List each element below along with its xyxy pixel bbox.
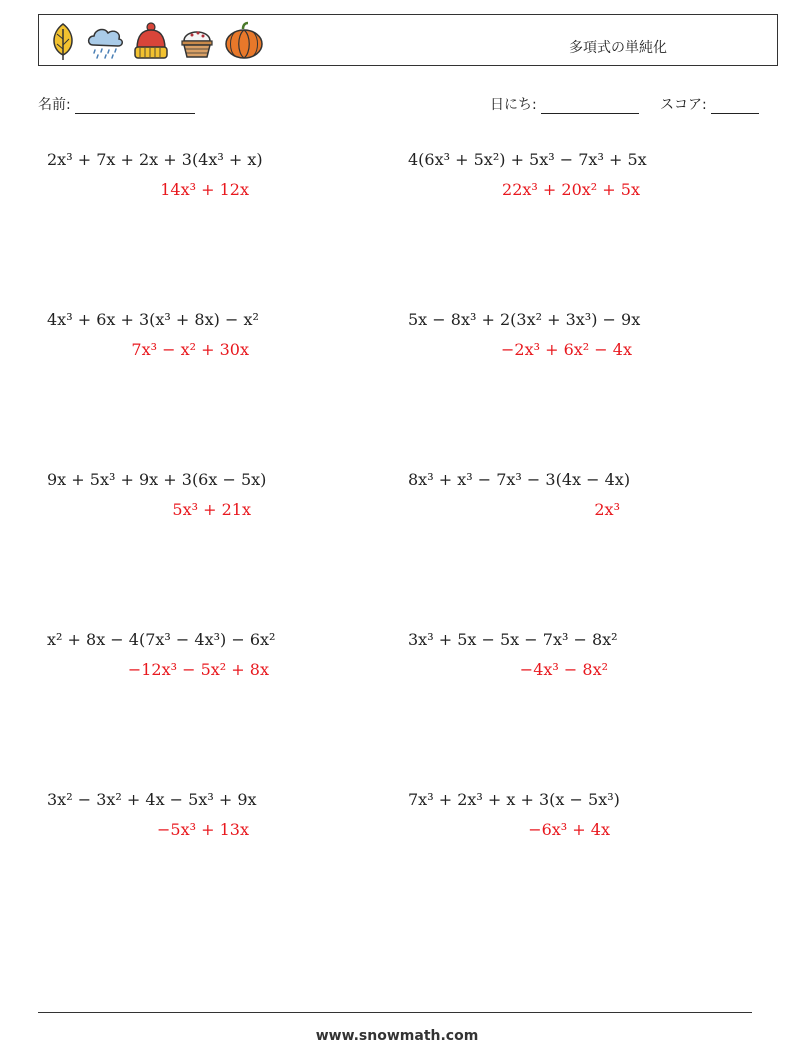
answer-4: −2x³ + 6x² − 4x (501, 340, 632, 359)
answer-5: 5x³ + 21x (172, 500, 251, 519)
answer-7: −12x³ − 5x² + 8x (127, 660, 269, 679)
answer-1: 14x³ + 12x (160, 180, 249, 199)
date-field (490, 94, 639, 114)
problem-3: 4x³ + 6x + 3(x³ + 8x) − x² (47, 310, 259, 329)
name-field (38, 94, 195, 114)
answer-2: 22x³ + 20x² + 5x (502, 180, 640, 199)
score-field (660, 94, 759, 114)
answer-6: 2x³ (594, 500, 620, 519)
problem-4: 5x − 8x³ + 2(3x² + 3x³) − 9x (408, 310, 641, 329)
problem-1: 2x³ + 7x + 2x + 3(4x³ + x) (47, 150, 263, 169)
score-label: スコア: (660, 97, 707, 113)
problem-7: x² + 8x − 4(7x³ − 4x³) − 6x² (47, 630, 276, 649)
answer-10: −6x³ + 4x (528, 820, 610, 839)
rain-cloud-icon (85, 21, 125, 61)
knit-hat-icon (131, 21, 171, 61)
score-blank (711, 99, 759, 114)
header-icons (47, 21, 265, 61)
answer-3: 7x³ − x² + 30x (131, 340, 249, 359)
footer-divider (38, 1012, 752, 1013)
worksheet-title: 多項式の単純化 (569, 40, 667, 56)
pumpkin-icon (223, 21, 265, 61)
name-blank (75, 99, 195, 114)
answer-8: −4x³ − 8x² (519, 660, 608, 679)
problem-10: 7x³ + 2x³ + x + 3(x − 5x³) (408, 790, 620, 809)
date-blank (541, 99, 639, 114)
date-label: 日にち: (490, 97, 537, 113)
footer-url: www.snowmath.com (315, 1028, 479, 1044)
problem-8: 3x³ + 5x − 5x − 7x³ − 8x² (408, 630, 618, 649)
answer-9: −5x³ + 13x (157, 820, 249, 839)
worksheet-header (38, 14, 778, 66)
leaf-icon (47, 21, 79, 61)
pie-basket-icon (177, 21, 217, 61)
name-label: 名前: (38, 97, 71, 113)
problem-9: 3x² − 3x² + 4x − 5x³ + 9x (47, 790, 257, 809)
problem-2: 4(6x³ + 5x²) + 5x³ − 7x³ + 5x (408, 150, 647, 169)
problem-6: 8x³ + x³ − 7x³ − 3(4x − 4x) (408, 470, 631, 489)
problem-5: 9x + 5x³ + 9x + 3(6x − 5x) (47, 470, 267, 489)
